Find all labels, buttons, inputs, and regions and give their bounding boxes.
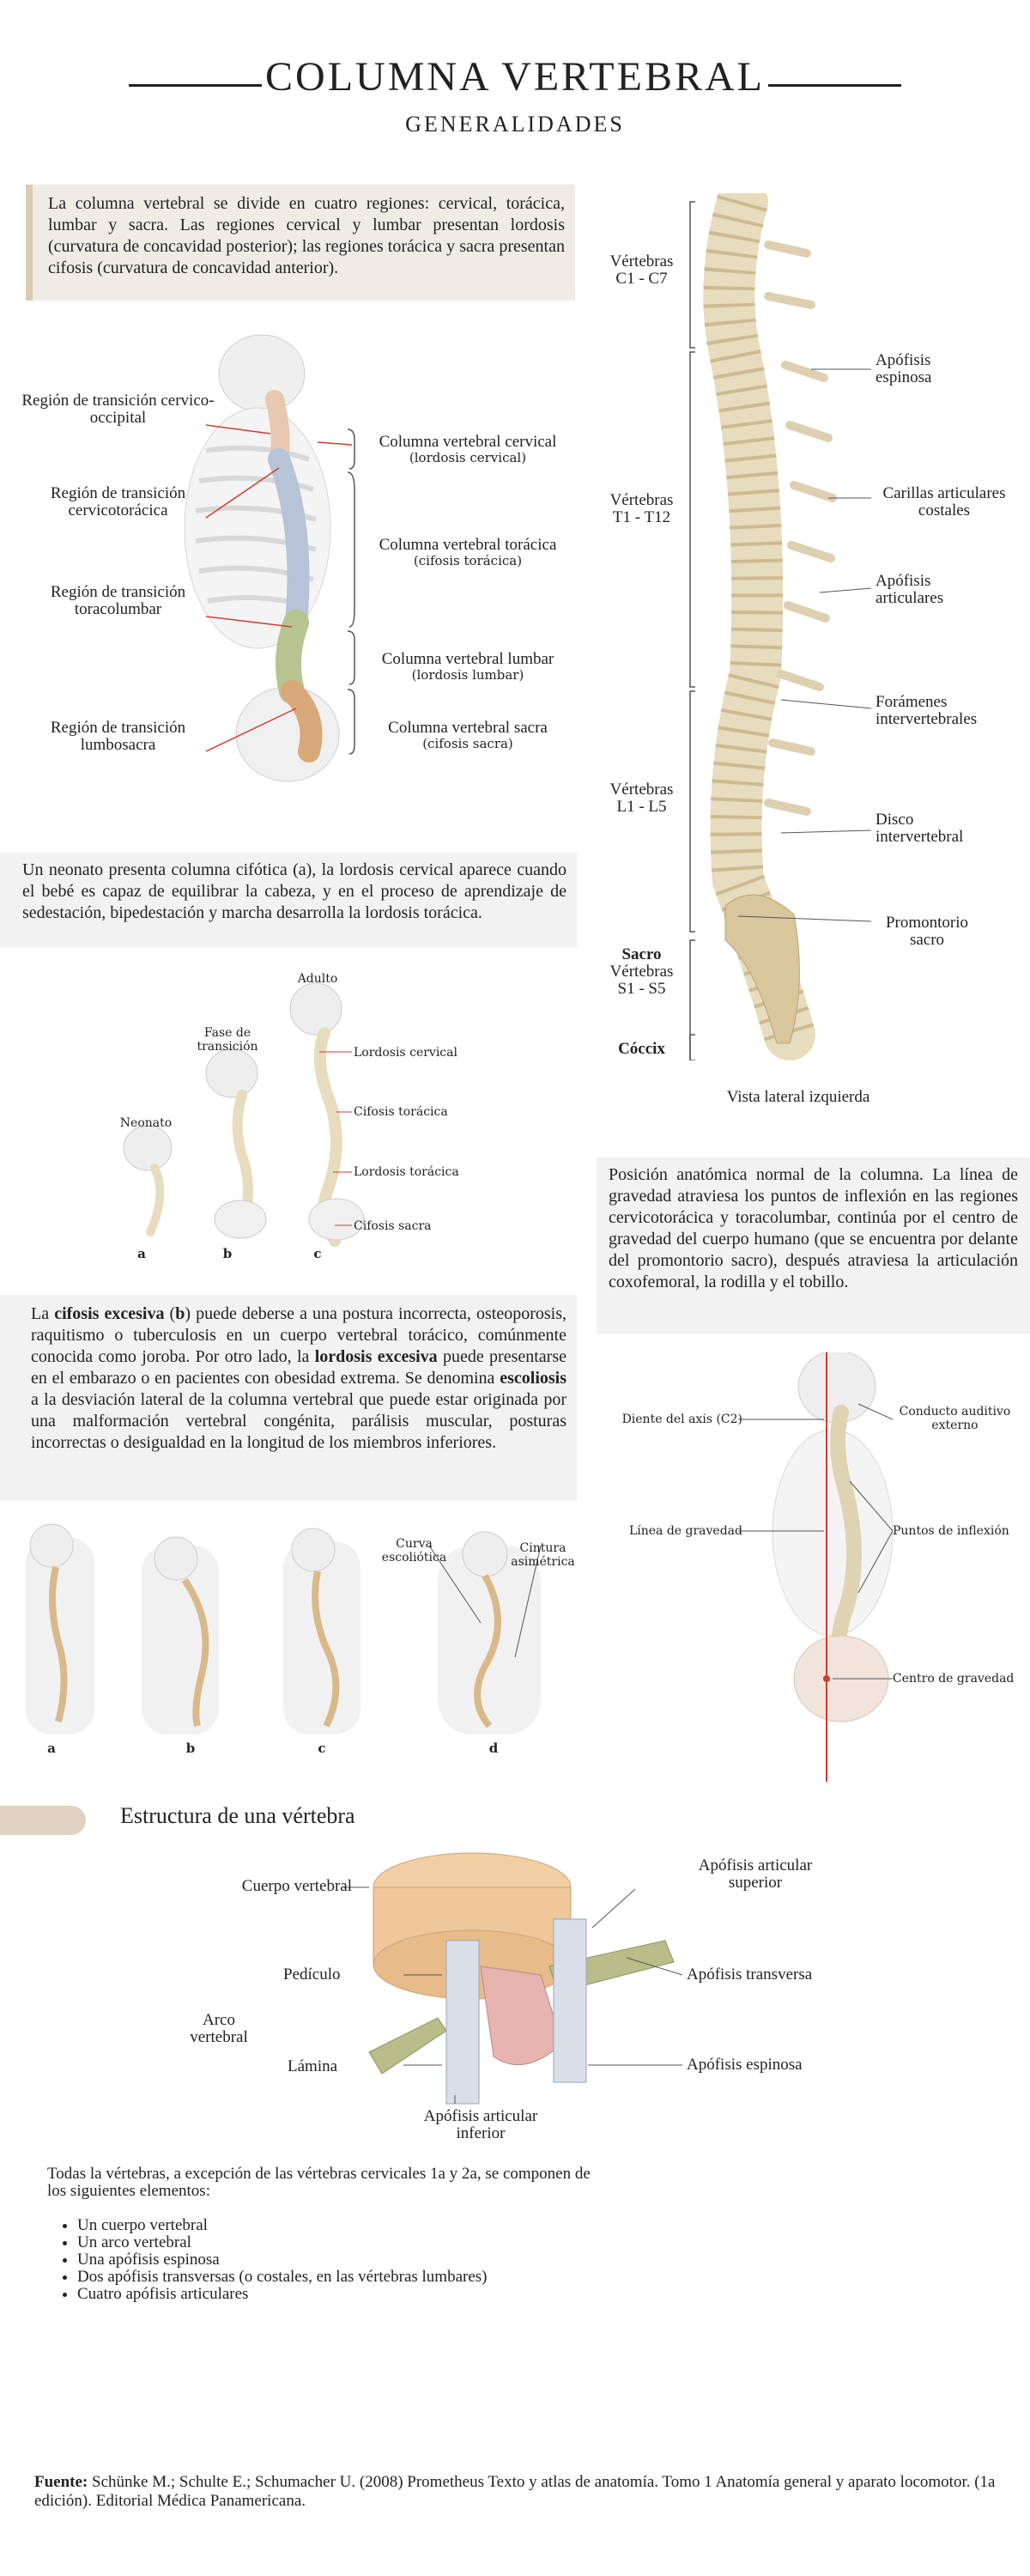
region-lumbar-note: (lordosis lumbar) [411, 667, 524, 683]
label-axis-tooth: Diente del axis (C2) [621, 1413, 742, 1426]
letter-figure-a: a [47, 1741, 56, 1756]
skull-shape [219, 335, 305, 412]
pathology-text-3: ) puede deberse a una postura incorrecta, osteoporosis, raquitismo o tuberculosis en un cuerpo vertebral torácico, comúnmente conocida como joroba. Por otro lado, la [31, 1304, 567, 1366]
group-lumbar-line2: L1 - L5 [616, 798, 667, 816]
group-thoracic-line2: T1 - T12 [612, 508, 671, 526]
label-scoliotic-curve: Curva escoliótica [381, 1537, 447, 1564]
label-intervertebral-disc: Disco intervertebral [876, 811, 964, 846]
vertebra-figure [343, 1846, 687, 2129]
region-cervical-note: (lordosis cervical) [409, 450, 527, 465]
list-item: • Una apófisis espinosa [77, 2251, 652, 2269]
page-subtitle: GENERALIDADES [405, 112, 625, 137]
group-cervical [592, 253, 691, 288]
neonate-text: Un neonato presenta columna cifótica (a), la lordosis cervical aparece cuando el bebé es capaz de equilibrar la cabeza, y en el proceso de aprendizaje de sedestación, bipedestación y marcha desarrolla la lordosis torácica. [22, 860, 566, 922]
group-coccyx: Cóccix [618, 1040, 665, 1058]
group-cervical-line2: C1 - C7 [615, 270, 668, 288]
region-thoracic [352, 537, 584, 568]
intro-accent-bar [26, 185, 33, 301]
region-thoracic-note: (cifosis torácica) [413, 553, 523, 568]
label-asymmetric-waist: Cintura asimétrica [511, 1541, 575, 1569]
center-of-gravity-dot [823, 1675, 830, 1682]
label-vertebral-body: Cuerpo vertebral [241, 1877, 352, 1895]
label-inflection-points: Puntos de inflexión [893, 1524, 1009, 1538]
label-lamina: Lámina [288, 2057, 338, 2075]
figure-a [26, 1524, 94, 1735]
label-transition-cervicothoracic: Región de transición cervicotorácica [50, 484, 186, 519]
pathology-text-4: puede presentarse en el embarazo o en pacientes con obesidad extrema. Se denomina [31, 1347, 566, 1388]
label-inferior-articular-process: Apófisis articular inferior [423, 2107, 538, 2142]
source-label: Fuente: [34, 2473, 88, 2491]
label-costal-facets: Carillas articulares costales [882, 484, 1006, 519]
region-sacral-name: Columna vertebral sacra [388, 719, 548, 737]
group-lumbar-line1: Vértebras [609, 781, 674, 799]
letter-adult: c [313, 1246, 322, 1261]
group-sacral-head: Sacro [621, 945, 662, 963]
gravity-text: Posición anatómica normal de la columna. La línea de gravedad atraviesa los puntos de inflexión en las regiones cervicotorácica y toracolumbar, continúa por el centro de gravedad del cuerpo humano (que se encuentra por delante del promontorio sacro), después atraviesa la articulación coxofemoral, la rodilla y el tobillo. [609, 1165, 1018, 1291]
stage-neonate: Neonato [119, 1116, 173, 1130]
region-braces [348, 429, 354, 754]
stage-transition: Fase de transición [197, 1026, 258, 1054]
label-center-of-gravity: Centro de gravedad [893, 1672, 1015, 1686]
pathology-text-1: La [31, 1304, 55, 1323]
label-intervertebral-foramina: Forámenes intervertebrales [876, 693, 978, 728]
list-item: • Dos apófisis transversas (o costales, en las vértebras lumbares) [77, 2269, 652, 2286]
components-ul [52, 2217, 652, 2303]
label-transverse-process: Apófisis transversa [687, 1965, 813, 1984]
label-transition-thoracolumbar: Región de transición toracolumbar [50, 583, 186, 618]
label-pedicle: Pedículo [283, 1965, 341, 1984]
page-title: COLUMNA VERTEBRAL [265, 54, 765, 100]
neonate-box [0, 853, 577, 947]
intro-text: La columna vertebral se divide en cuatro regiones: cervical, torácica, lumbar y sacra. Las regiones cervical y lumbar presentan lordosis (curvatura de concavidad posterior); las regiones torácica y sacra presentan cifosis (curvatura de concavidad anterior). [48, 194, 565, 277]
region-lumbar-name: Columna vertebral lumbar [381, 650, 554, 668]
intro-box [26, 185, 575, 301]
figure-b [142, 1537, 219, 1735]
group-sacral-line1: Vértebras [609, 963, 674, 981]
label-transition-lumbosacral: Región de transición lumbosacra [50, 719, 186, 754]
label-spinous-process-vertebra: Apófisis espinosa [687, 2056, 803, 2074]
label-line-of-gravity: Línea de gravedad [628, 1524, 742, 1538]
group-sacral-line2: S1 - S5 [617, 980, 666, 998]
letter-figure-d: d [488, 1741, 499, 1756]
pathology-figure [0, 1511, 584, 1760]
term-excess-kyphosis: cifosis excesiva [54, 1304, 165, 1323]
region-sacral-note: (cifosis sacra) [422, 736, 513, 751]
label-articular-processes: Apófisis articulares [876, 572, 944, 607]
term-letter-b: b [175, 1304, 185, 1323]
group-cervical-line1: Vértebras [609, 252, 674, 270]
pedicle-column [446, 1941, 479, 2104]
label-spinous-process: Apófisis espinosa [876, 351, 932, 386]
section-title: Estructura de una vértebra [120, 1803, 355, 1828]
transition-skull [206, 1049, 258, 1097]
group-sacral [592, 946, 691, 998]
letter-figure-c: c [318, 1741, 326, 1756]
transition-pelvis [215, 1200, 266, 1238]
source-text: Schünke M.; Schulte E.; Schumacher U. (2008) Prometheus Texto y atlas de anatomía. Tomo 1 Anatomía general y aparato locomotor. (1a edición). Editorial Médica Panamericana. [34, 2473, 996, 2510]
pathology-text-5: a la desviación lateral de la columna vertebral que puede estar originada por una malformación vertebral congénita, parálisis muscular, posturas incorrectas o desigualdad en la longitud de los miembros inferiores. [31, 1390, 566, 1452]
neonate-skull [124, 1126, 172, 1170]
components-intro: Todas la vértebras, a excepción de las vértebras cervicales 1a y 2a, se componen de los siguientes elementos: [47, 2165, 591, 2200]
curve-sacral-kyphosis: Cifosis sacra [354, 1219, 432, 1233]
group-thoracic-line1: Vértebras [609, 491, 674, 509]
term-excess-lordosis: lordosis excesiva [314, 1347, 438, 1366]
lateral-view-caption: Vista lateral izquierda [726, 1088, 870, 1106]
pathology-text-2: ( [164, 1304, 176, 1323]
components-list [52, 2217, 652, 2303]
adult-skull [290, 983, 342, 1035]
label-superior-articular-process: Apófisis articular superior [698, 1856, 813, 1892]
gravity-box [597, 1157, 1030, 1334]
letter-neonate: a [137, 1246, 146, 1261]
section-pill [0, 1806, 86, 1835]
region-sacral [352, 720, 584, 751]
label-sacral-promontory: Promontorio sacro [885, 914, 969, 949]
list-item: • Un cuerpo vertebral [77, 2217, 652, 2234]
list-item: • Un arco vertebral [77, 2234, 652, 2251]
letter-transition: b [222, 1246, 233, 1261]
label-external-auditory-canal: Conducto auditivo externo [899, 1405, 1011, 1432]
curve-thoracic-kyphosis: Cifosis torácica [354, 1105, 448, 1119]
region-cervical [352, 434, 584, 465]
region-cervical-name: Columna vertebral cervical [379, 433, 557, 451]
list-item: • Cuatro apófisis articulares [77, 2286, 652, 2303]
group-lumbar [592, 781, 691, 816]
curve-cervical-lordosis: Lordosis cervical [354, 1046, 457, 1060]
stage-adult: Adulto [297, 972, 338, 986]
articular-column [554, 1919, 586, 2082]
group-thoracic [592, 492, 691, 526]
pathology-box [0, 1295, 577, 1501]
region-lumbar [352, 651, 584, 683]
neonate-spine [150, 1168, 160, 1232]
figure-c [283, 1528, 360, 1735]
label-transition-cervico-occipital: Región de transición cervico-occipital [21, 392, 215, 427]
region-leader [318, 442, 352, 445]
label-vertebral-arch: Arco vertebral [190, 2011, 248, 2046]
term-scoliosis: escoliosis [500, 1369, 566, 1388]
vertebra-brackets [690, 202, 695, 1060]
letter-figure-b: b [185, 1741, 196, 1756]
source-citation [34, 2473, 1013, 2511]
region-thoracic-name: Columna vertebral torácica [379, 536, 557, 554]
curve-thoracic-lordosis: Lordosis torácica [354, 1165, 459, 1179]
